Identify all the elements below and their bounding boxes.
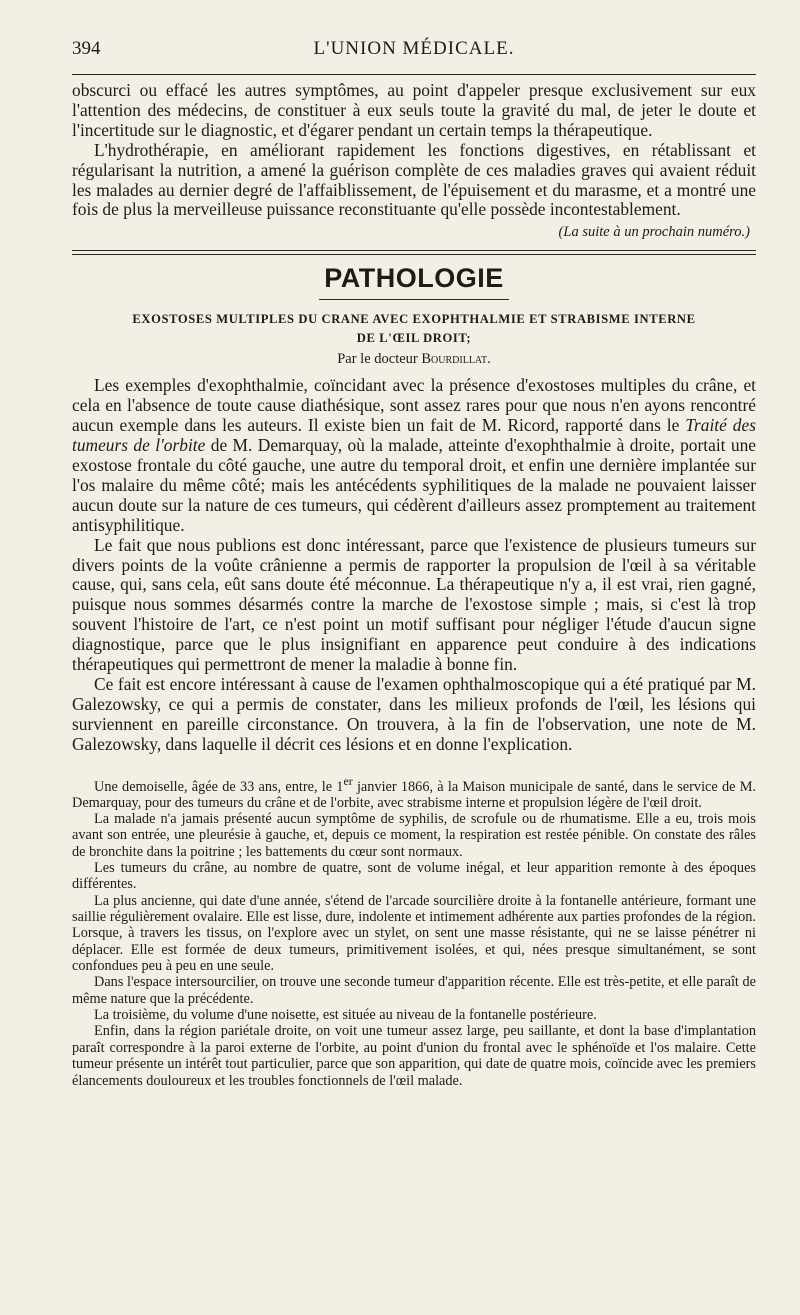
article-byline bbox=[72, 348, 756, 370]
continuation-note: (La suite à un prochain numéro.) bbox=[558, 224, 750, 241]
article-paragraph-1-part-1: Les exemples d'exophthalmie, coïncidant avec la présence d'exostoses multiples du crâne, et cela en l'absence de toute cause diathésique, sont assez rares pour que nous n'en ayons rencontré aucun exemple dans les auteurs. Il existe bien un fait de M. Ricord, rapporté dans le bbox=[72, 375, 756, 436]
header-rule bbox=[72, 74, 756, 75]
article-title bbox=[72, 310, 756, 348]
article-paragraph-1-part-2: de M. Demarquay, où la malade, atteinte d'exophthalmie à droite, portait une exostose frontale du côté gauche, une autre du temporal droit, et enfin une dernière implantée sur l'os malaire du même côté; mais les antécédents syphilitiques de la malade ne pouvaient laisser aucun doute sur la nature de ces tumeurs, qui cédèrent d'ailleurs assez promptement au traitement antisyphilitique. bbox=[72, 435, 756, 535]
page-header bbox=[72, 38, 756, 68]
section-divider bbox=[72, 250, 756, 255]
observation-paragraph-1-part-2: janvier 1866, à la Maison municipale de santé, dans le service de M. Demarquay, pour des tumeurs du crâne et de l'orbite, avec strabisme interne et propulsion légère de l'œil droit. bbox=[72, 778, 756, 811]
section-title-rule bbox=[319, 299, 509, 300]
observation-paragraph-1-part-1: Une demoiselle, âgée de 33 ans, entre, le 1 bbox=[94, 778, 344, 795]
article-title-line-1: EXOSTOSES MULTIPLES DU CRANE AVEC EXOPHTHALMIE ET STRABISME INTERNE bbox=[132, 312, 696, 327]
observation-paragraph-2: La malade n'a jamais présenté aucun symptôme de syphilis, de scrofule ou de rhumatisme. Elle a eu, trois mois avant son entrée, une pleurésie à gauche, et, depuis ce moment, la respiration est restée pénible. On constate des râles de bronchite dans la poitrine ; les battements du cœur sont normaux. bbox=[72, 811, 756, 860]
observation-paragraph-4: La plus ancienne, qui date d'une année, s'étend de l'arcade sourcilière droite à la fontanelle antérieure, formant une saillie régulièrement ovalaire. Elle est lisse, dure, indolente et intimement adhérente aux parties profondes de la région. Lorsque, à travers les tissus, on l'explore avec un stylet, on sent une masse résistante, qui ne se laisse pénétrer ni déplacer. Elle est formée de deux tumeurs, primitivement isolées, et qui, nées presque simultanément, se sont confondues peu à peu en une seule. bbox=[72, 892, 756, 975]
observation-paragraph-1 bbox=[72, 773, 756, 811]
observation-paragraph-5: Dans l'espace intersourcilier, on trouve une seconde tumeur d'apparition récente. Elle est très-petite, et elle paraît de même nature que la précédente. bbox=[72, 974, 756, 1007]
observation-paragraph-6: La troisième, du volume d'une noisette, est située au niveau de la fontanelle postérieure. bbox=[94, 1007, 597, 1024]
running-title: L'UNION MÉDICALE. bbox=[313, 38, 515, 59]
observation-paragraph-7: Enfin, dans la région pariétale droite, on voit une tumeur assez large, peu saillante, et dont la base d'implantation paraît correspondre à la paroi externe de l'orbite, au point d'union du frontal avec le sphénoïde et l'os malaire. Cette tumeur présente un intérêt tout particulier, parce que son apparition, qui date de quatre mois, coïncide avec les premiers élancements douloureux et les troubles fonctionnels de l'œil malade. bbox=[72, 1023, 756, 1089]
page bbox=[72, 38, 756, 1089]
observation-block bbox=[72, 773, 756, 1089]
ordinal-superscript: er bbox=[343, 773, 353, 788]
article-paragraph-1 bbox=[72, 376, 756, 535]
byline-prefix: Par le docteur bbox=[337, 351, 418, 368]
section-title: PATHOLOGIE bbox=[324, 263, 504, 294]
intro-section bbox=[72, 81, 756, 244]
intro-paragraph-1: obscurci ou effacé les autres symptômes, au point d'appeler presque exclusivement sur eux l'attention des médecins, de constituer à eux seuls toute la gravité du mal, de jeter le doute et l'incertitude sur le diagnostic, et d'égarer pendant un certain temps la thérapeutique. bbox=[72, 80, 756, 140]
observation-paragraph-3: Les tumeurs du crâne, au nombre de quatre, sont de volume inégal, et leur apparition remonte à des époques différentes. bbox=[72, 860, 756, 893]
article-title-line-2: DE L'ŒIL DROIT; bbox=[356, 331, 472, 346]
article-body bbox=[72, 376, 756, 754]
article-paragraph-2: Le fait que nous publions est donc intéressant, parce que l'existence de plusieurs tumeurs sur divers points de la voûte crânienne a permis de rapporter la propulsion de l'œil à sa véritable cause, qui, sans cela, eût sans doute été méconnue. La thérapeutique n'y a, il est vrai, rien gagné, puisque nous sommes désarmés contre la marche de l'exostose simple ; mais, si c'est là trop souvent l'histoire de l'art, ce n'est point un motif suffisant pour négliger l'étude d'aucun signe diagnostique, parce que le plus insignifiant en apparence peut conduire à des indications thérapeutiques qui permettront de mener la maladie à bonne fin. bbox=[72, 534, 756, 675]
page-number: 394 bbox=[72, 38, 101, 59]
article-paragraph-3: Ce fait est encore intéressant à cause de l'examen ophthalmoscopique qui a été pratiqué par M. Galezowsky, ce qui a permis de constater, dans les milieux profonds de l'œil, les lésions qui surviennent en pareille circonstance. On trouvera, à la fin de l'observation, une note de M. Galezowsky, dans laquelle il décrit ces lésions et en donne l'explication. bbox=[72, 673, 756, 754]
book-title: Traité des tumeurs de l'orbite bbox=[72, 415, 756, 456]
intro-paragraph-2: L'hydrothérapie, en améliorant rapidement les fonctions digestives, en rétablissant et régularisant la nutrition, a amené la guérison complète de ces maladies graves qui avaient réduit les malades au dernier degré de l'affaiblissement, de l'épuisement et du marasme, et a montré une fois de plus la merveilleuse puissance reconstituante qu'elle possède incontestablement. bbox=[72, 139, 756, 220]
byline-author: Bourdillat. bbox=[421, 351, 491, 368]
